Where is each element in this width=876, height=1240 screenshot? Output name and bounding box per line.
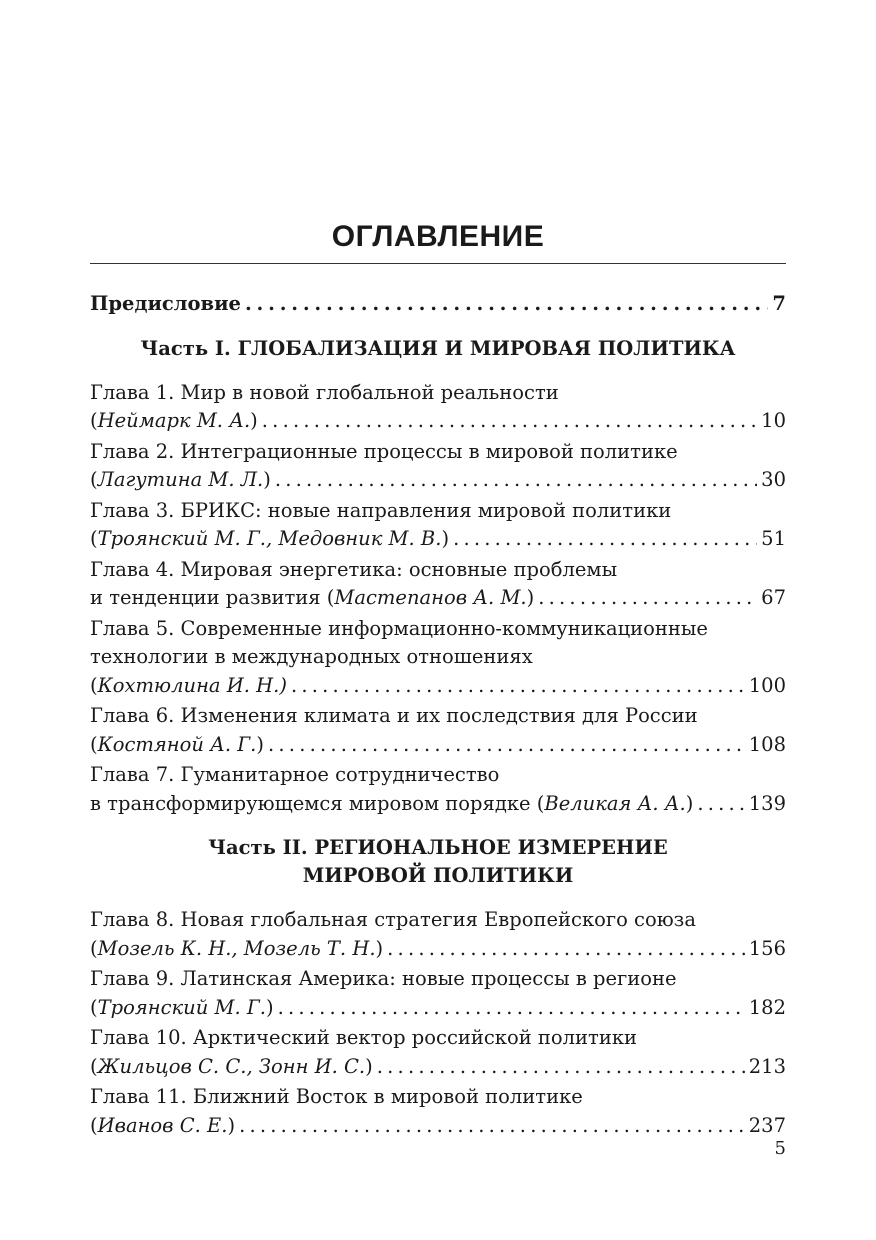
chapter-page: 10 <box>761 409 786 432</box>
chapter-author-line <box>90 672 786 701</box>
toc-preface-label: Предисловие <box>90 292 241 315</box>
leader-dots <box>275 466 757 495</box>
part-2-heading-line1: Часть II. РЕГИОНАЛЬНОЕ ИЗМЕРЕНИЕ <box>208 836 668 859</box>
chapter-author: Кохтюлина И. Н.) <box>97 673 287 697</box>
toc-chapter-entry[interactable] <box>90 438 786 495</box>
part-2-heading[interactable] <box>90 834 786 890</box>
author-prefix: ( <box>90 673 98 697</box>
chapter-author-text <box>90 790 693 819</box>
author-suffix: ) <box>441 527 450 550</box>
toc-preface-page: 7 <box>772 292 786 315</box>
chapter-page: 30 <box>761 468 786 491</box>
leader-dots <box>538 584 757 613</box>
chapter-title-line: Глава 9. Латинская Америка: новые процессы в регионе <box>90 967 677 990</box>
chapter-author: Жильцов С. С., Зонн И. С. <box>97 1054 366 1078</box>
toc-chapter-entry[interactable] <box>90 379 786 436</box>
author-prefix: в трансформирующемся мировом порядке ( <box>90 791 545 815</box>
chapter-author-text <box>90 407 258 436</box>
author-prefix: ( <box>90 468 98 491</box>
chapter-author-line <box>90 584 786 613</box>
chapter-page: 108 <box>748 732 786 756</box>
chapter-page: 237 <box>748 1113 786 1137</box>
leader-dots <box>262 407 757 436</box>
chapter-page: 67 <box>761 586 786 609</box>
author-prefix: ( <box>90 936 98 960</box>
chapter-author: Лагутина М. Л. <box>97 468 264 491</box>
author-prefix: и тенденции развития ( <box>90 586 335 609</box>
author-prefix: ( <box>90 409 98 432</box>
author-prefix: ( <box>90 527 98 550</box>
chapter-title-line: Глава 5. Современные информационно-коммуникационные <box>90 616 708 640</box>
leader-dots <box>291 672 745 701</box>
toc-chapter-entry[interactable] <box>90 556 786 613</box>
author-suffix: ) <box>265 995 274 1019</box>
chapter-author-line <box>90 407 786 436</box>
chapter-author: Костяной А. Г. <box>97 732 257 756</box>
toc-chapter-entry[interactable] <box>90 965 786 1022</box>
chapter-page: 100 <box>748 673 786 697</box>
table-of-contents <box>90 290 786 1142</box>
toc-chapter-entry[interactable] <box>90 906 786 963</box>
author-suffix: ) <box>263 468 271 491</box>
chapter-page: 156 <box>748 936 786 960</box>
page-number: 5 <box>774 1138 786 1159</box>
chapter-title-line: Глава 8. Новая глобальная стратегия Европейского союза <box>90 908 696 931</box>
chapter-author: Мастепанов А. М. <box>334 586 527 609</box>
author-prefix: ( <box>90 1113 98 1137</box>
chapter-author-text <box>90 525 449 554</box>
chapter-author-text <box>90 672 287 701</box>
chapter-title-line: Глава 6. Изменения климата и их последствия для России <box>90 704 698 727</box>
chapter-title-line: Глава 11. Ближний Восток в мировой политике <box>90 1085 583 1108</box>
chapter-author: Троянский М. Г. <box>97 995 266 1019</box>
chapter-author-line <box>90 1112 786 1141</box>
page-title: ОГЛАВЛЕНИЕ <box>331 220 545 253</box>
chapter-author: Великая А. А. <box>544 791 686 815</box>
toc-chapter-entry[interactable] <box>90 497 786 554</box>
title-divider <box>90 263 786 264</box>
part-2-heading-line2: МИРОВОЙ ПОЛИТИКИ <box>302 864 574 887</box>
chapter-title-line: технологии в международных отношениях <box>90 645 533 668</box>
chapter-author-line <box>90 790 786 819</box>
part-1-chapters <box>90 379 786 819</box>
author-suffix: ) <box>365 1054 373 1078</box>
leader-dots <box>453 525 757 554</box>
toc-chapter-entry[interactable] <box>90 615 786 701</box>
author-suffix: ) <box>526 586 535 609</box>
toc-chapter-entry[interactable] <box>90 761 786 818</box>
leader-dots <box>239 1112 745 1141</box>
author-suffix: ) <box>256 732 264 756</box>
toc-chapter-entry[interactable] <box>90 702 786 759</box>
leader-dots <box>387 935 745 964</box>
author-prefix: ( <box>90 732 98 756</box>
author-suffix: ) <box>250 409 258 432</box>
leader-dots <box>278 994 745 1023</box>
chapter-title-line: Глава 7. Гуманитарное сотрудничество <box>90 763 500 786</box>
part-1-heading[interactable]: Часть I. ГЛОБАЛИЗАЦИЯ И МИРОВАЯ ПОЛИТИКА <box>140 336 736 360</box>
chapter-author-text <box>90 935 383 964</box>
chapter-author: Неймарк М. А. <box>97 409 251 432</box>
leader-dots <box>268 731 745 760</box>
chapter-page: 139 <box>748 791 786 815</box>
chapter-author-text <box>90 731 264 760</box>
chapter-page: 213 <box>748 1054 786 1078</box>
part-2-chapters <box>90 906 786 1140</box>
toc-chapter-entry[interactable] <box>90 1024 786 1081</box>
chapter-author-line <box>90 994 786 1023</box>
chapter-author-text <box>90 994 274 1023</box>
toc-preface[interactable] <box>90 290 786 319</box>
author-prefix: ( <box>90 995 98 1019</box>
chapter-author-line <box>90 466 786 495</box>
toc-chapter-entry[interactable] <box>90 1083 786 1140</box>
chapter-author-line <box>90 525 786 554</box>
chapter-author-text <box>90 584 534 613</box>
author-prefix: ( <box>90 1054 98 1078</box>
author-suffix: ) <box>375 936 384 960</box>
leader-dots <box>377 1053 745 1082</box>
leader-dots <box>245 290 768 319</box>
chapter-title-line: Глава 10. Арктический вектор российской политики <box>90 1026 637 1049</box>
chapter-author-line <box>90 1053 786 1082</box>
chapter-page: 51 <box>761 527 786 550</box>
chapter-author-text <box>90 1053 373 1082</box>
chapter-author-line <box>90 935 786 964</box>
chapter-author: Троянский М. Г., Медовник М. В. <box>97 527 442 550</box>
leader-dots <box>697 790 744 819</box>
chapter-author: Мозель К. Н., Мозель Т. Н. <box>97 936 376 960</box>
chapter-page: 182 <box>748 995 786 1019</box>
chapter-author-text <box>90 466 271 495</box>
author-suffix: ) <box>227 1113 236 1137</box>
chapter-title-line: Глава 3. БРИКС: новые направления мировой политики <box>90 498 672 522</box>
chapter-title-line: Глава 4. Мировая энергетика: основные проблемы <box>90 557 618 581</box>
chapter-author: Иванов С. Е. <box>97 1113 228 1137</box>
chapter-title-line: Глава 2. Интеграционные процессы в мировой политике <box>90 439 678 463</box>
author-suffix: ) <box>685 791 694 815</box>
chapter-author-line <box>90 731 786 760</box>
chapter-title-line: Глава 1. Мир в новой глобальной реальности <box>90 380 559 404</box>
chapter-author-text <box>90 1112 235 1141</box>
